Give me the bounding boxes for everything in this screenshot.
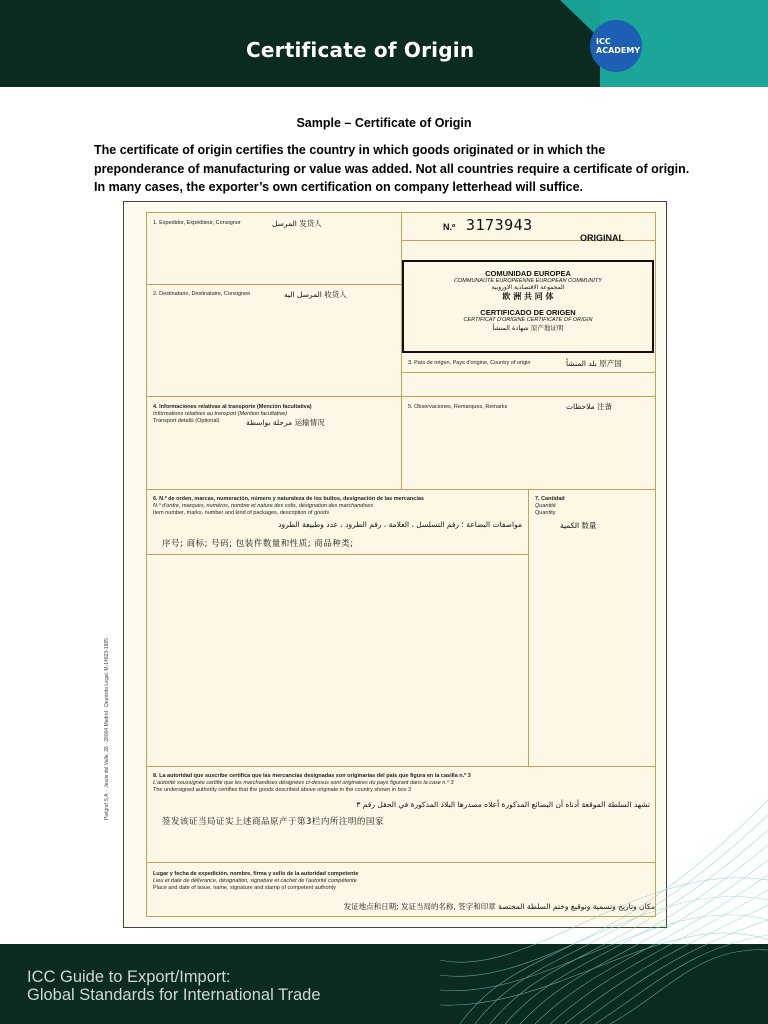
page-title: Certificate of Origin <box>246 38 475 62</box>
box7-label-es: 7. Cantidad <box>535 496 565 502</box>
eu-line-1: COMUNIDAD EUROPEA <box>485 269 571 278</box>
eu-line-6: CERTIFICAT D'ORIGINE CERTIFICATE OF ORIGIN <box>463 317 593 323</box>
footer-title <box>27 968 321 1004</box>
box8-label-es: 8. La autoridad que suscribe certifica que las mercancías designadas son originarias del país que figura en la casilla n.º 3 <box>153 773 471 779</box>
box7-label-fr: Quantité <box>535 503 556 509</box>
grid-line <box>147 554 528 555</box>
serial-prefix: N.º <box>443 222 456 232</box>
sample-heading: Sample – Certificate of Origin <box>296 116 472 130</box>
box4-label-en: Transport details (Optional) <box>153 418 220 424</box>
logo-line-1: ICC <box>596 37 611 46</box>
box6-label-en: Item number, marks, number and kind of packages, description of goods <box>153 510 330 516</box>
grid-line <box>147 396 656 397</box>
box4-label-es: 4. Informaciones relativas al transporte (Mención facultativa) <box>153 404 312 410</box>
box8-label-en: The undersigned authority certifies that the goods described above originate in the country shown in box 3 <box>153 787 412 793</box>
box4-scripts: مرحلة بواسطة 运输情况 <box>246 418 325 427</box>
box3-scripts: بلد المنشأ 原产国 <box>566 359 622 368</box>
box1-scripts: المرسل 发货人 <box>272 219 322 228</box>
eu-line-5: CERTIFICADO DE ORIGEN <box>480 308 576 317</box>
box6-arabic: مواصفات البضاعة ؛ رقم التسلسل ، العلامة ، رقم الطرود ، عدد وطبيعة الطرود <box>278 520 522 529</box>
box8-arabic: تشهد السلطة الموقعة أدناه أن البضائع المذكورة أعلاه مصدرها البلاد المذكورة في الحقل رقم ٣ <box>356 800 650 809</box>
logo-line-2: ACADEMY <box>596 46 641 55</box>
grid-line <box>528 489 529 766</box>
box8-sub-label-fr: Lieu et date de délivrance, désignation, signature et cachet de l'autorité compétente <box>153 878 357 884</box>
eu-line-4: 欧 洲 共 同 体 <box>502 292 554 301</box>
european-community-box <box>402 260 654 353</box>
footer-line-2: Global Standards for International Trade <box>27 986 321 1004</box>
box5-scripts: ملاحظات 注备 <box>566 402 613 411</box>
box8-sub-label-en: Place and date of issue, name, signature and stamp of competent authority <box>153 885 336 891</box>
box6-chinese: 序号; 商标; 号码; 包装件数量和性质; 商品种类; <box>162 539 354 549</box>
box8-sub-label-es: Lugar y fecha de expedición, nombre, firma y sello de la autoridad competente <box>153 871 359 877</box>
page-header <box>0 0 768 87</box>
box8-sub-scripts: مكان وتاريخ وتسمية وتوقيع وختم السلطة المختصة 发证地点和日期; 发证当局的名称, 签字和印章 <box>343 902 655 911</box>
box8-chinese: 签发该证当局证实上述商品原产于第3栏内所注明的国家 <box>162 817 384 827</box>
box3-label: 3. País de origen, Pays d'origine, Country of origin <box>408 360 531 366</box>
original-label: ORIGINAL <box>580 233 624 243</box>
box7-label-en: Quantity <box>535 510 556 516</box>
decorative-wave-lines <box>440 740 768 1024</box>
serial-number: 3173943 <box>466 216 533 234</box>
box7-label <box>535 496 565 517</box>
footer-line-1: ICC Guide to Export/Import: <box>27 968 231 986</box>
eu-line-2: COMMUNAUTE EUROPEENNE EUROPEAN COMMUNITY <box>454 278 602 284</box>
box1-label: 1. Expedidor, Expéditeur, Consignor <box>153 220 241 226</box>
box8-label-fr: L'autorité soussignée certifie que les marchandises désignées ci-dessus sont originaires du pays figurant dans la case n.º 3 <box>153 780 454 786</box>
box6-label-fr: N.º d'ordre, marques, numéros, nombre et nature des colis, désignation des marchandises <box>153 503 374 509</box>
intro-paragraph: The certificate of origin certifies the country in which goods originated or in which the preponderance of manufacturing or value was added. Not all countries require a certificate of origin. In many cases, the exporter’s own certification on company letterhead will suffice. <box>94 143 690 194</box>
box4-label-fr: Informations relatives au transport (Mention facultative) <box>153 411 288 417</box>
box5-label: 5. Observaciones, Remarques, Remarks <box>408 404 508 410</box>
icc-academy-logo <box>590 20 642 72</box>
box2-label: 2. Destinatario, Destinataire, Consignee <box>153 291 251 297</box>
box7-scripts: الكمية 数量 <box>560 521 597 530</box>
grid-line <box>402 372 656 373</box>
grid-line <box>147 284 402 285</box>
printer-side-text: Pielgraf S.A. · Jesús del Valle, 28 · 28004 Madrid · Depósito Legal: M-14823-1985 <box>104 638 110 820</box>
box2-scripts: المرسل اليه 收货人 <box>284 290 347 299</box>
eu-line-7: شهادة المنشأ 原产地证明 <box>492 324 564 332</box>
grid-line <box>147 489 656 490</box>
eu-line-3: المجموعة الاقتصادية الاوروبية <box>491 284 565 291</box>
box6-label <box>153 496 523 517</box>
box6-label-es: 6. N.º de orden, marcas, numeración, número y naturaleza de los bultos, designación de las mercancías <box>153 496 424 502</box>
